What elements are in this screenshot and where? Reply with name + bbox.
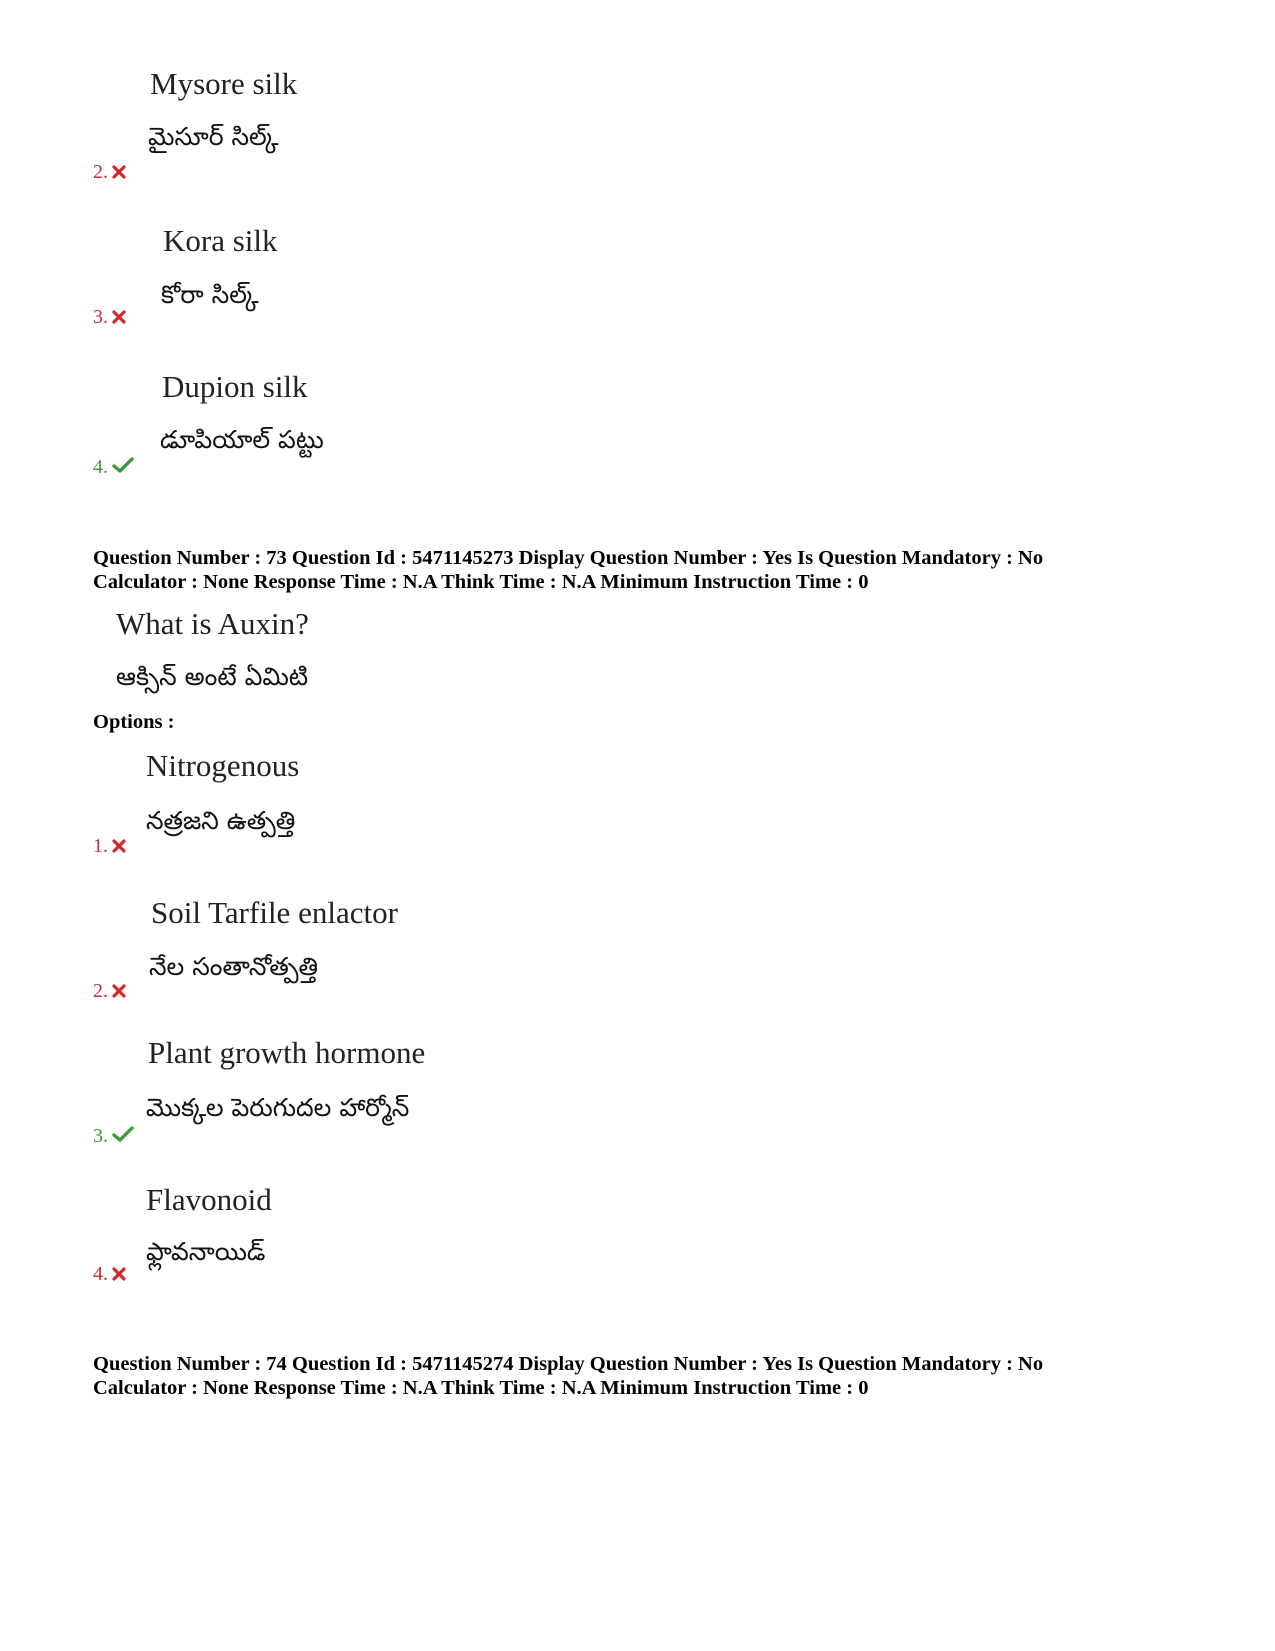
option-telugu: మైసూర్ సిల్క్ [148, 122, 279, 151]
cross-icon [112, 307, 126, 330]
check-icon [112, 1125, 134, 1149]
option-number-4: 4. [93, 1263, 126, 1287]
option-english: Dupion silk [162, 369, 308, 404]
option-english: Nitrogenous [146, 748, 300, 783]
option-telugu: డూపియాల్ పట్టు [160, 425, 324, 454]
option-telugu: కోరా సిల్క్ [161, 280, 259, 309]
option-telugu: నత్రజని ఉత్పత్తి [146, 806, 296, 835]
option-english: Mysore silk [150, 66, 298, 101]
question-header-line1: Question Number : 73 Question Id : 5471145273 Display Question Number : Yes Is Question Mandatory : No [93, 547, 1044, 569]
option-number-2: 2. [93, 980, 126, 1004]
question-header-line2: Calculator : None Response Time : N.A Think Time : N.A Minimum Instruction Time : 0 [93, 571, 869, 593]
question-header [93, 546, 1043, 594]
option-number-4: 4. [93, 456, 134, 480]
question-text-english: What is Auxin? [116, 606, 309, 641]
option-english: Plant growth hormone [148, 1035, 426, 1070]
option-telugu: మొక్కల పెరుగుదల హార్మోన్ [146, 1093, 410, 1122]
option-number-2: 2. [93, 161, 126, 185]
option-number-3: 3. [93, 1125, 134, 1149]
options-label: Options : [93, 711, 175, 733]
question-text-telugu: ఆక్సిన్ అంటే ఏమిటి [116, 662, 309, 691]
option-number-1: 1. [93, 835, 126, 859]
option-telugu: ఫ్లావనాయిడ్ [146, 1237, 266, 1266]
cross-icon [112, 162, 126, 185]
question-header [93, 1352, 1043, 1400]
option-english: Flavonoid [146, 1182, 272, 1217]
question-header-line1: Question Number : 74 Question Id : 5471145274 Display Question Number : Yes Is Question Mandatory : No [93, 1353, 1044, 1375]
cross-icon [112, 836, 126, 859]
cross-icon [112, 1264, 126, 1287]
check-icon [112, 456, 134, 480]
option-telugu: నేల సంతానోత్పత్తి [149, 952, 319, 981]
option-number-3: 3. [93, 306, 126, 330]
cross-icon [112, 981, 126, 1004]
option-english: Soil Tarfile enlactor [151, 895, 398, 930]
option-english: Kora silk [163, 223, 278, 258]
question-header-line2: Calculator : None Response Time : N.A Think Time : N.A Minimum Instruction Time : 0 [93, 1377, 869, 1399]
